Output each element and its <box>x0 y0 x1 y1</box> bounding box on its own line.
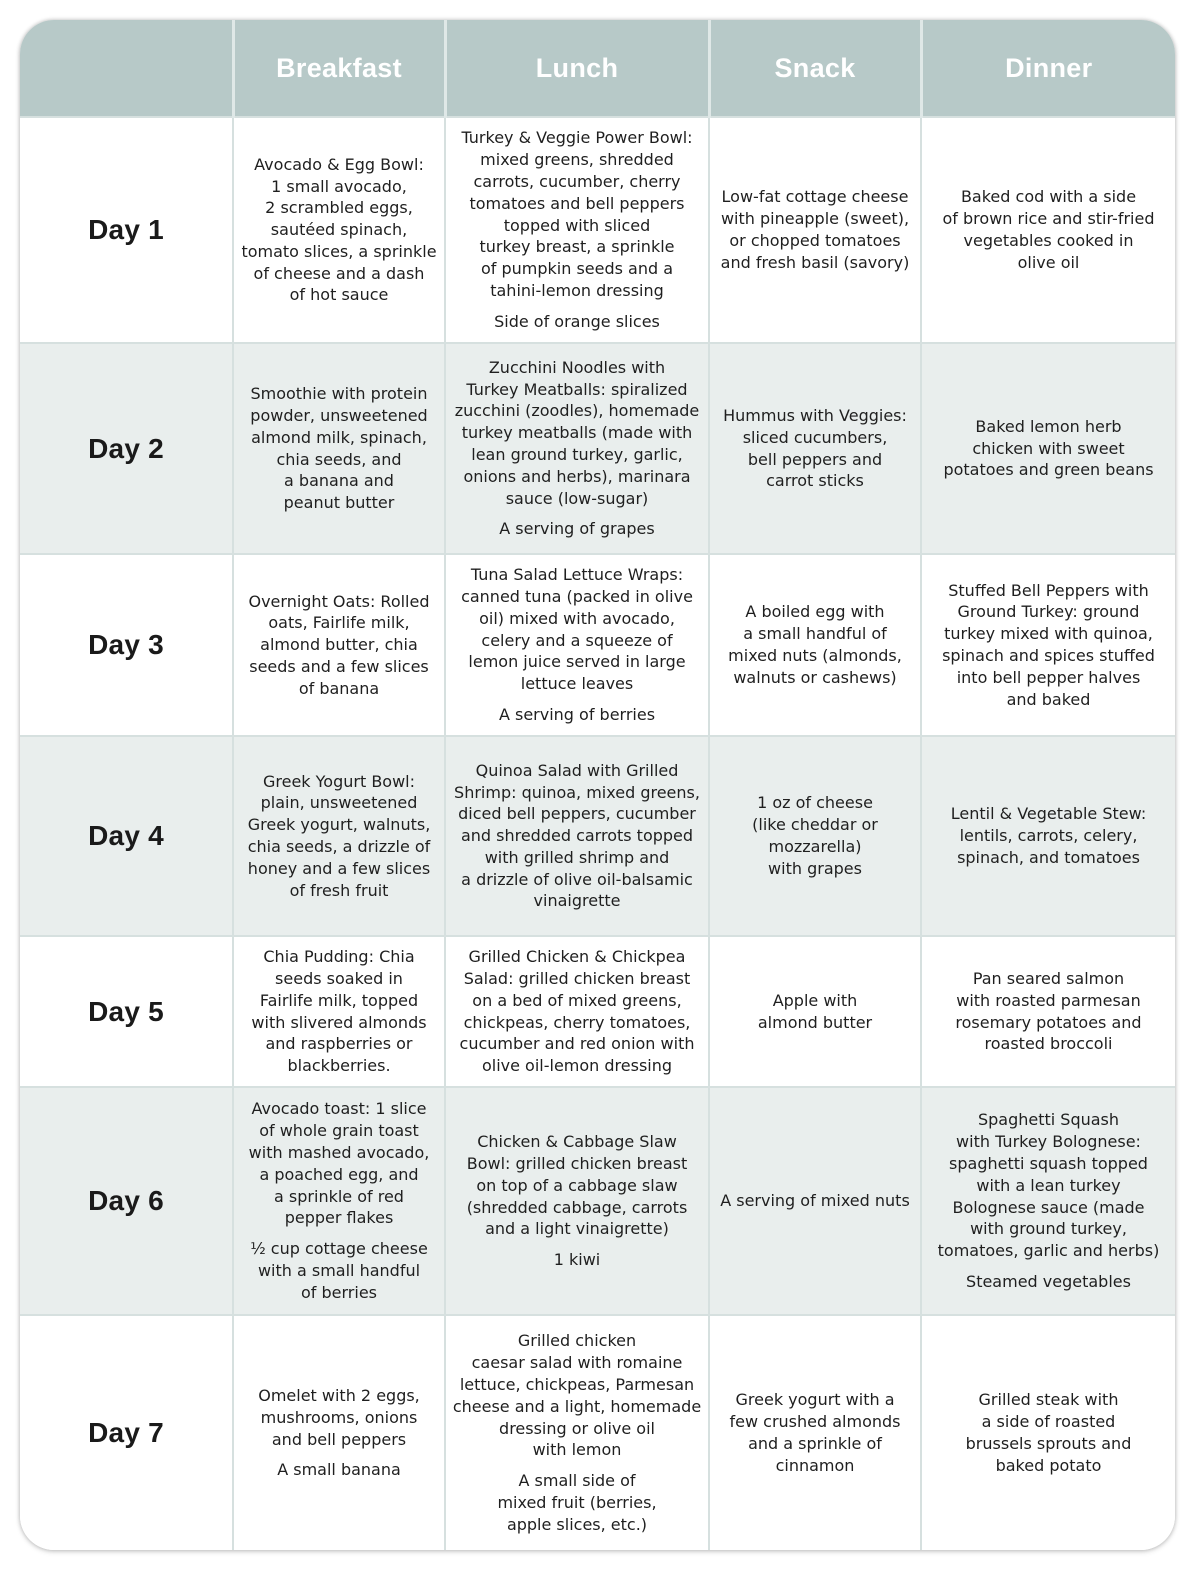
snack-text: Greek yogurt with a few crushed almonds and a sprinkle of cinnamon <box>729 1390 901 1475</box>
dinner-cell <box>921 736 1175 936</box>
day-row <box>20 554 1175 736</box>
lunch-cell <box>445 1087 709 1315</box>
dinner-cell <box>921 117 1175 343</box>
day-row <box>20 936 1175 1087</box>
breakfast-cell <box>233 117 445 343</box>
lunch-side-text: A small side of mixed fruit (berries, apple slices, etc.) <box>497 1471 657 1534</box>
dinner-text: Baked lemon herb chicken with sweet potatoes and green beans <box>943 416 1154 480</box>
dinner-text: Lentil & Vegetable Stew: lentils, carrots, celery, spinach, and tomatoes <box>950 804 1147 867</box>
lunch-text: Quinoa Salad with Grilled Shrimp: quinoa, mixed greens, diced bell peppers, cucumber and shredded carrots topped with grilled shrimp and a drizzle of olive oil-balsamic vinaigrette <box>454 760 700 911</box>
lunch-text: Chicken & Cabbage Slaw Bowl: grilled chicken breast on top of a cabbage slaw (shredded cabbage, carrots and a light vinaigrette) <box>466 1132 688 1239</box>
breakfast-cell <box>233 1087 445 1315</box>
day-row <box>20 1087 1175 1315</box>
day-row <box>20 1315 1175 1550</box>
header-dinner: Dinner <box>921 20 1175 117</box>
snack-text: Low-fat cottage cheese with pineapple (sweet), or chopped tomatoes and fresh basil (savory) <box>720 187 910 272</box>
day-label: Day 3 <box>20 554 233 736</box>
breakfast-cell <box>233 343 445 554</box>
day-label: Day 1 <box>20 117 233 343</box>
breakfast-text: Omelet with 2 eggs, mushrooms, onions and bell peppers <box>258 1385 420 1449</box>
header-lunch: Lunch <box>445 20 709 117</box>
header-snack: Snack <box>709 20 921 117</box>
table-body <box>20 117 1175 1550</box>
dinner-text: Baked cod with a side of brown rice and stir-fried vegetables cooked in olive oil <box>942 187 1155 272</box>
day-label: Day 4 <box>20 736 233 936</box>
lunch-side-text: A serving of berries <box>498 704 656 724</box>
breakfast-text: Smoothie with protein powder, unsweetened almond milk, spinach, chia seeds, and a banana and peanut butter <box>250 384 428 513</box>
snack-text: 1 oz of cheese (like cheddar or mozzarella) with grapes <box>752 793 878 878</box>
lunch-text: Tuna Salad Lettuce Wraps: canned tuna (packed in olive oil) mixed with avocado, celery and a squeeze of lemon juice served in large lettuce leaves <box>461 565 693 694</box>
snack-cell <box>709 1315 921 1550</box>
lunch-text: Turkey & Veggie Power Bowl: mixed greens, shredded carrots, cucumber, cherry tomatoes and bell peppers topped with sliced turkey breast, a sprinkle of pumpkin seeds and a tahini-lemon dressing <box>461 128 693 300</box>
breakfast-cell <box>233 554 445 736</box>
breakfast-side-text: ½ cup cottage cheese with a small handful of berries <box>250 1239 428 1302</box>
day-row <box>20 117 1175 343</box>
header-corner <box>20 20 233 117</box>
breakfast-text: Avocado & Egg Bowl: 1 small avocado, 2 scrambled eggs, sautéed spinach, tomato slices, a sprinkle of cheese and a dash of hot sauce <box>241 154 437 305</box>
snack-cell <box>709 343 921 554</box>
breakfast-text: Chia Pudding: Chia seeds soaked in Fairlife milk, topped with slivered almonds and raspberries or blackberries. <box>251 947 427 1076</box>
day-row <box>20 343 1175 554</box>
meal-plan-card <box>20 20 1175 1550</box>
dinner-cell <box>921 936 1175 1087</box>
lunch-cell <box>445 117 709 343</box>
breakfast-cell <box>233 1315 445 1550</box>
breakfast-text: Overnight Oats: Rolled oats, Fairlife milk, almond butter, chia seeds and a few slices of banana <box>248 591 430 698</box>
lunch-text: Grilled chicken caesar salad with romaine lettuce, chickpeas, Parmesan cheese and a light, homemade dressing or olive oil with lemon <box>452 1331 702 1460</box>
breakfast-text: Avocado toast: 1 slice of whole grain toast with mashed avocado, a poached egg, and a sprinkle of red pepper flakes <box>248 1099 430 1228</box>
lunch-cell <box>445 343 709 554</box>
dinner-cell <box>921 1087 1175 1315</box>
snack-cell <box>709 1087 921 1315</box>
snack-text: Hummus with Veggies: sliced cucumbers, bell peppers and carrot sticks <box>723 405 907 491</box>
lunch-side-text: Side of orange slices <box>494 311 660 331</box>
dinner-text: Grilled steak with a side of roasted brussels sprouts and baked potato <box>965 1390 1132 1475</box>
lunch-text: Zucchini Noodles with Turkey Meatballs: spiralized zucchini (zoodles), homemade turkey meatballs (made with lean ground turkey, garlic, onions and herbs), marinara sauce (low-sugar) <box>454 357 700 508</box>
day-label: Day 7 <box>20 1315 233 1550</box>
day-label: Day 2 <box>20 343 233 554</box>
snack-text: A serving of mixed nuts <box>720 1191 910 1211</box>
header-breakfast: Breakfast <box>233 20 445 117</box>
dinner-cell <box>921 1315 1175 1550</box>
day-row <box>20 736 1175 936</box>
dinner-side-text: Steamed vegetables <box>966 1271 1131 1291</box>
dinner-text: Stuffed Bell Peppers with Ground Turkey: ground turkey mixed with quinoa, spinach and spices stuffed into bell pepper halves and baked <box>942 580 1155 709</box>
breakfast-text: Greek Yogurt Bowl: plain, unsweetened Greek yogurt, walnuts, chia seeds, a drizzle of honey and a few slices of fresh fruit <box>247 771 431 900</box>
dinner-cell <box>921 554 1175 736</box>
snack-cell <box>709 554 921 736</box>
dinner-cell <box>921 343 1175 554</box>
snack-cell <box>709 936 921 1087</box>
breakfast-cell <box>233 736 445 936</box>
lunch-cell <box>445 1315 709 1550</box>
lunch-cell <box>445 736 709 936</box>
header-row <box>20 20 1175 117</box>
lunch-side-text: 1 kiwi <box>553 1250 601 1270</box>
breakfast-cell <box>233 936 445 1087</box>
lunch-cell <box>445 554 709 736</box>
dinner-text: Spaghetti Squash with Turkey Bolognese: spaghetti squash topped with a lean turkey Bolognese sauce (made with ground turkey, tomatoes, garlic and herbs) <box>937 1110 1160 1261</box>
snack-cell <box>709 117 921 343</box>
table-header <box>20 20 1175 117</box>
day-label: Day 6 <box>20 1087 233 1315</box>
lunch-side-text: A serving of grapes <box>499 519 655 539</box>
lunch-cell <box>445 936 709 1087</box>
lunch-text: Grilled Chicken & Chickpea Salad: grilled chicken breast on a bed of mixed greens, chickpeas, cherry tomatoes, cucumber and red onion with olive oil-lemon dressing <box>459 947 695 1076</box>
snack-text: Apple with almond butter <box>757 990 873 1032</box>
dinner-text: Pan seared salmon with roasted parmesan rosemary potatoes and roasted broccoli <box>955 968 1142 1054</box>
breakfast-side-text: A small banana <box>277 1460 401 1480</box>
meal-plan-table <box>20 20 1175 1550</box>
day-label: Day 5 <box>20 936 233 1087</box>
snack-cell <box>709 736 921 936</box>
snack-text: A boiled egg with a small handful of mixed nuts (almonds, walnuts or cashews) <box>728 602 902 687</box>
